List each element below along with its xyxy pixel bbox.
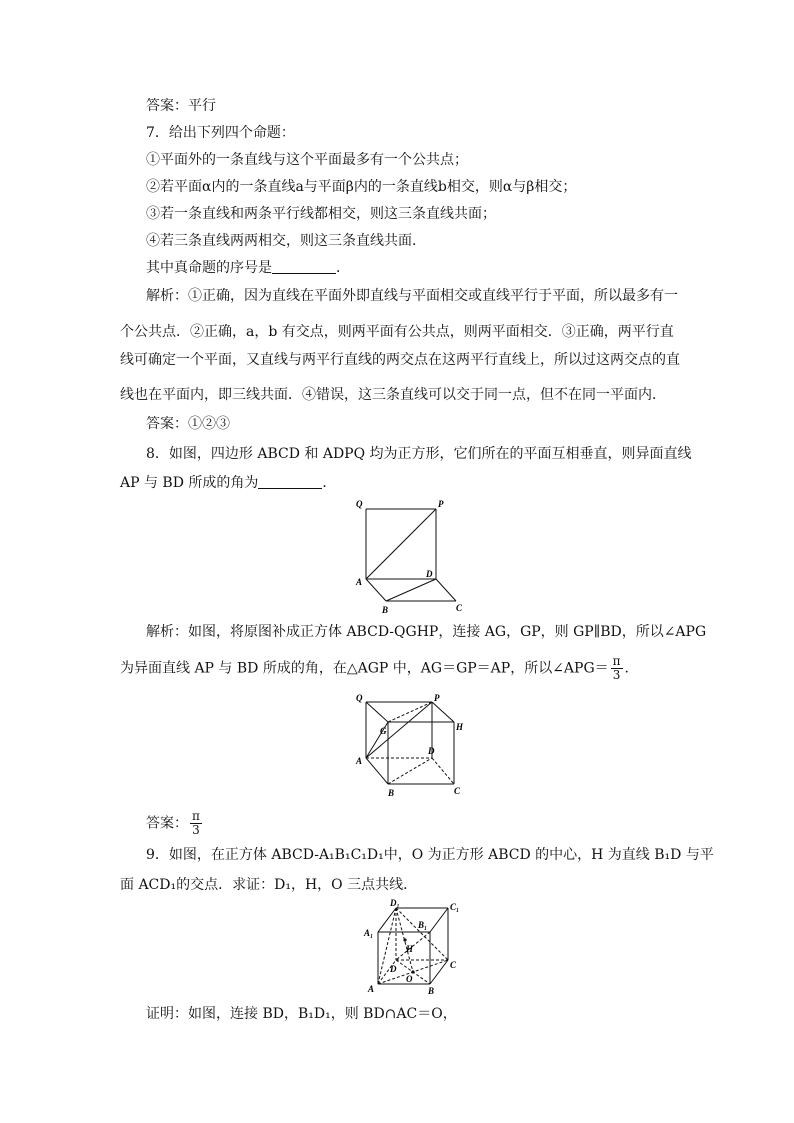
label-D: D: [390, 964, 397, 974]
figure-squares: [350, 495, 470, 615]
fraction-pi-over-3: $\frac{\pi}{3}$: [612, 654, 621, 682]
q7-solution-line-2: 个公共点．②正确，a，b 有交点，则两平面有公共点，则两平面相交．③正确，两平行直: [120, 324, 674, 340]
label-B: B: [428, 986, 435, 996]
label-B: B: [388, 788, 395, 798]
q7-proposition-2: ②若平面α内的一条直线a与平面β内的一条直线b相交，则α与β相交；: [146, 179, 577, 195]
q7-solution-line-4: 线也在平面内，即三线共面．④错误，这三条直线可以交于同一点，但不在同一平面内．: [120, 387, 666, 403]
q7-proposition-4: ④若三条直线两两相交，则这三条直线共面．: [146, 233, 426, 249]
label-O: O: [406, 974, 413, 984]
q7-question: 其中真命题的序号是 ．: [146, 260, 350, 276]
fraction-pi-over-3: $\frac{\pi}{3}$: [192, 809, 200, 837]
label-C: C: [450, 960, 457, 970]
figure-cube-qghp: [352, 692, 472, 798]
q8-stem-line-2: AP 与 BD 所成的角为 ．: [120, 475, 337, 491]
q9-stem-line-1: 9．如图，在正方体 ABCD-A₁B₁C₁D₁中，O 为正方形 ABCD 的中心，H 为直线 B₁D 与平: [146, 847, 714, 863]
label-C1: C₁: [450, 902, 460, 912]
answer-blank: [258, 474, 322, 489]
q7-answer: 答案：①②③: [146, 416, 230, 432]
q7-solution-line-1: 解析：①正确，因为直线在平面外即直线与平面相交或直线平行于平面，所以最多有一: [146, 288, 678, 304]
answer-blank: [272, 259, 336, 274]
figure-cube-a1b1c1d1: [352, 898, 472, 998]
label-P: P: [438, 499, 444, 509]
q8-solution-line-2: 为异面直线 AP 与 BD 所成的角，在△AGP 中，AG＝GP＝AP，所以∠APG＝ $\frac{\pi}{3}$ .: [120, 654, 629, 682]
q9-proof: 证明：如图，连接 BD，B₁D₁，则 BD∩AC＝O，: [146, 1006, 457, 1022]
label-C: C: [456, 603, 463, 613]
label-A: A: [356, 756, 363, 766]
label-G: G: [380, 726, 387, 736]
label-Q: Q: [356, 693, 363, 703]
label-A: A: [368, 984, 375, 994]
label-P: P: [434, 693, 440, 703]
label-B1: B₁: [418, 920, 428, 930]
label-A1: A₁: [364, 928, 374, 938]
q7-proposition-1: ①平面外的一条直线与这个平面最多有一个公共点；: [146, 152, 468, 168]
label-D1: D₁: [390, 898, 400, 908]
label-D: D: [426, 569, 433, 579]
q7-proposition-3: ③若一条直线和两条平行线都相交，则这三条直线共面；: [146, 206, 496, 222]
label-H: H: [456, 722, 464, 732]
label-D: D: [428, 746, 435, 756]
q8-solution-line-1: 解析：如图，将原图补成正方体 ABCD-QGHP，连接 AG，GP，则 GP∥BD，所以∠APG: [146, 624, 707, 640]
label-Q: Q: [356, 499, 363, 509]
answer-6: 答案：平行: [146, 98, 216, 114]
q7-solution-line-3: 线可确定一个平面，又直线与两平行直线的两交点在这两平行直线上，所以过这两交点的直: [120, 352, 680, 368]
q8-stem-line-1: 8．如图，四边形 ABCD 和 ADPQ 均为正方形，它们所在的平面互相垂直，则异面直线: [146, 446, 692, 462]
q7-stem: 7．给出下列四个命题：: [146, 125, 295, 141]
q8-answer: 答案： $\frac{\pi}{3}$: [146, 809, 200, 837]
label-A: A: [356, 577, 363, 587]
q9-stem-line-2: 面 ACD₁的交点．求证：D₁，H，O 三点共线．: [120, 877, 418, 893]
label-C: C: [454, 786, 461, 796]
label-H: H: [406, 944, 414, 954]
label-B: B: [382, 605, 389, 615]
